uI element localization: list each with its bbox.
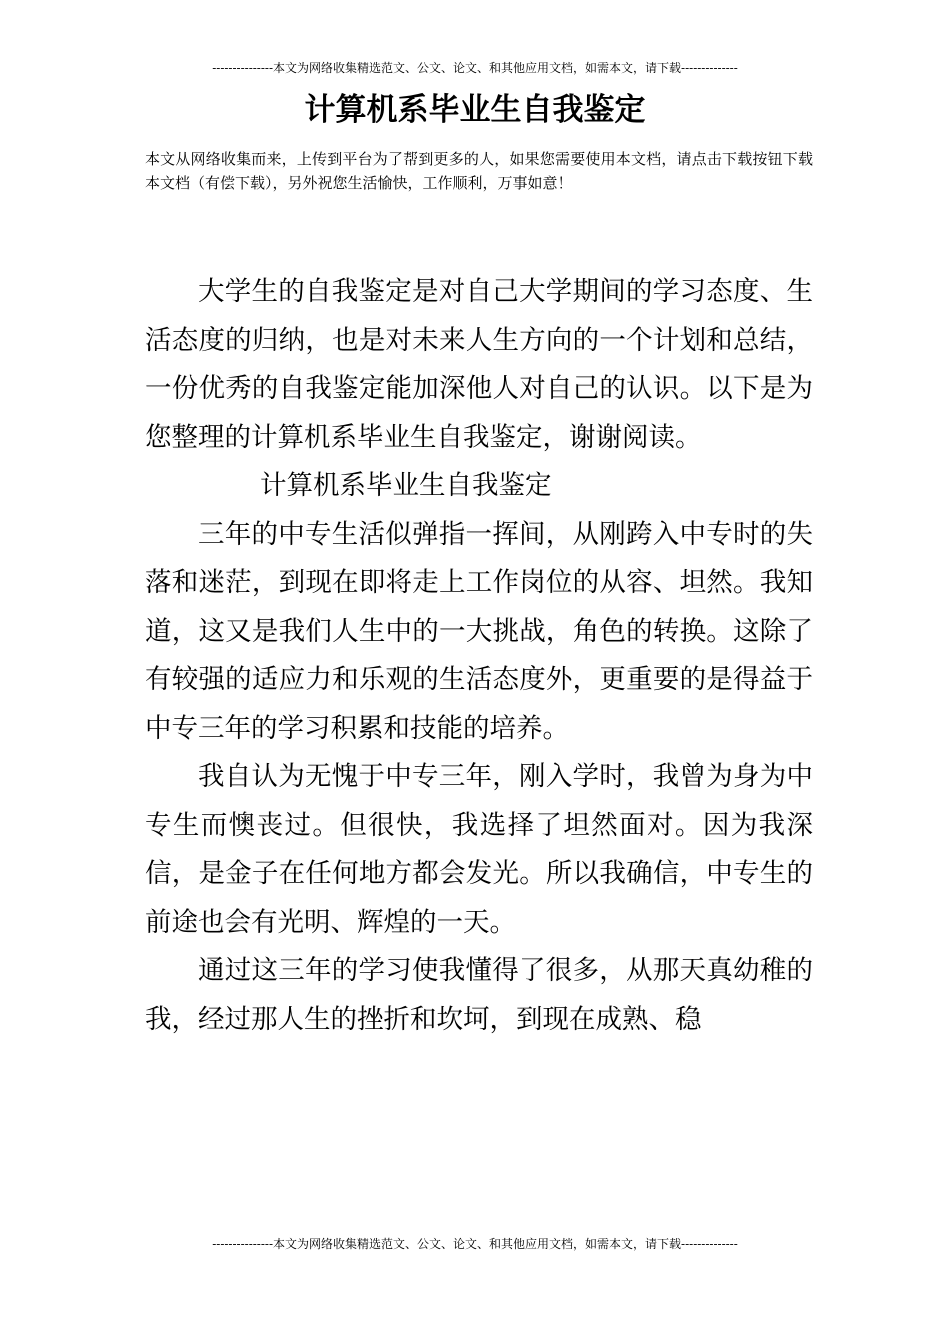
page-header: ---------------本文为网络收集精选范文、公文、论文、和其他应用文档，如需本文，请下载-------------- xyxy=(212,61,738,75)
body-paragraph-1: 三年的中专生活似弹指一挥间，从刚跨入中专时的失落和迷茫，到现在即将走上工作岗位的从容、坦然。我知道，这又是我们人生中的一大挑战，角色的转换。这除了有较强的适应力和乐观的生活态度外，更重要的是得益于中专三年的学习积累和技能的培养。 xyxy=(145,518,813,744)
intro-paragraph: 大学生的自我鉴定是对自己大学期间的学习态度、生活态度的归纳，也是对未来人生方向的一个计划和总结，一份优秀的自我鉴定能加深他人对自己的认识。以下是为您整理的计算机系毕业生自我鉴定，谢谢阅读。 xyxy=(145,276,813,453)
body-paragraph-2: 我自认为无愧于中专三年，刚入学时，我曾为身为中专生而懊丧过。但很快，我选择了坦然面对。因为我深信，是金子在任何地方都会发光。所以我确信，中专生的前途也会有光明、辉煌的一天。 xyxy=(145,761,813,938)
document-title: 计算机系毕业生自我鉴定 xyxy=(304,92,646,128)
page-footer: ---------------本文为网络收集精选范文、公文、论文、和其他应用文档，如需本文，请下载-------------- xyxy=(212,1237,738,1251)
section-heading: 计算机系毕业生自我鉴定 xyxy=(260,470,552,501)
download-notice: 本文从网络收集而来，上传到平台为了帮到更多的人，如果您需要使用本文档，请点击下载按钮下载本文档（有偿下载），另外祝您生活愉快，工作顺利，万事如意！ xyxy=(145,150,813,192)
document-body xyxy=(145,268,813,1044)
body-paragraph-3: 通过这三年的学习使我懂得了很多，从那天真幼稚的我，经过那人生的挫折和坎坷，到现在成熟、稳 xyxy=(145,955,813,1035)
